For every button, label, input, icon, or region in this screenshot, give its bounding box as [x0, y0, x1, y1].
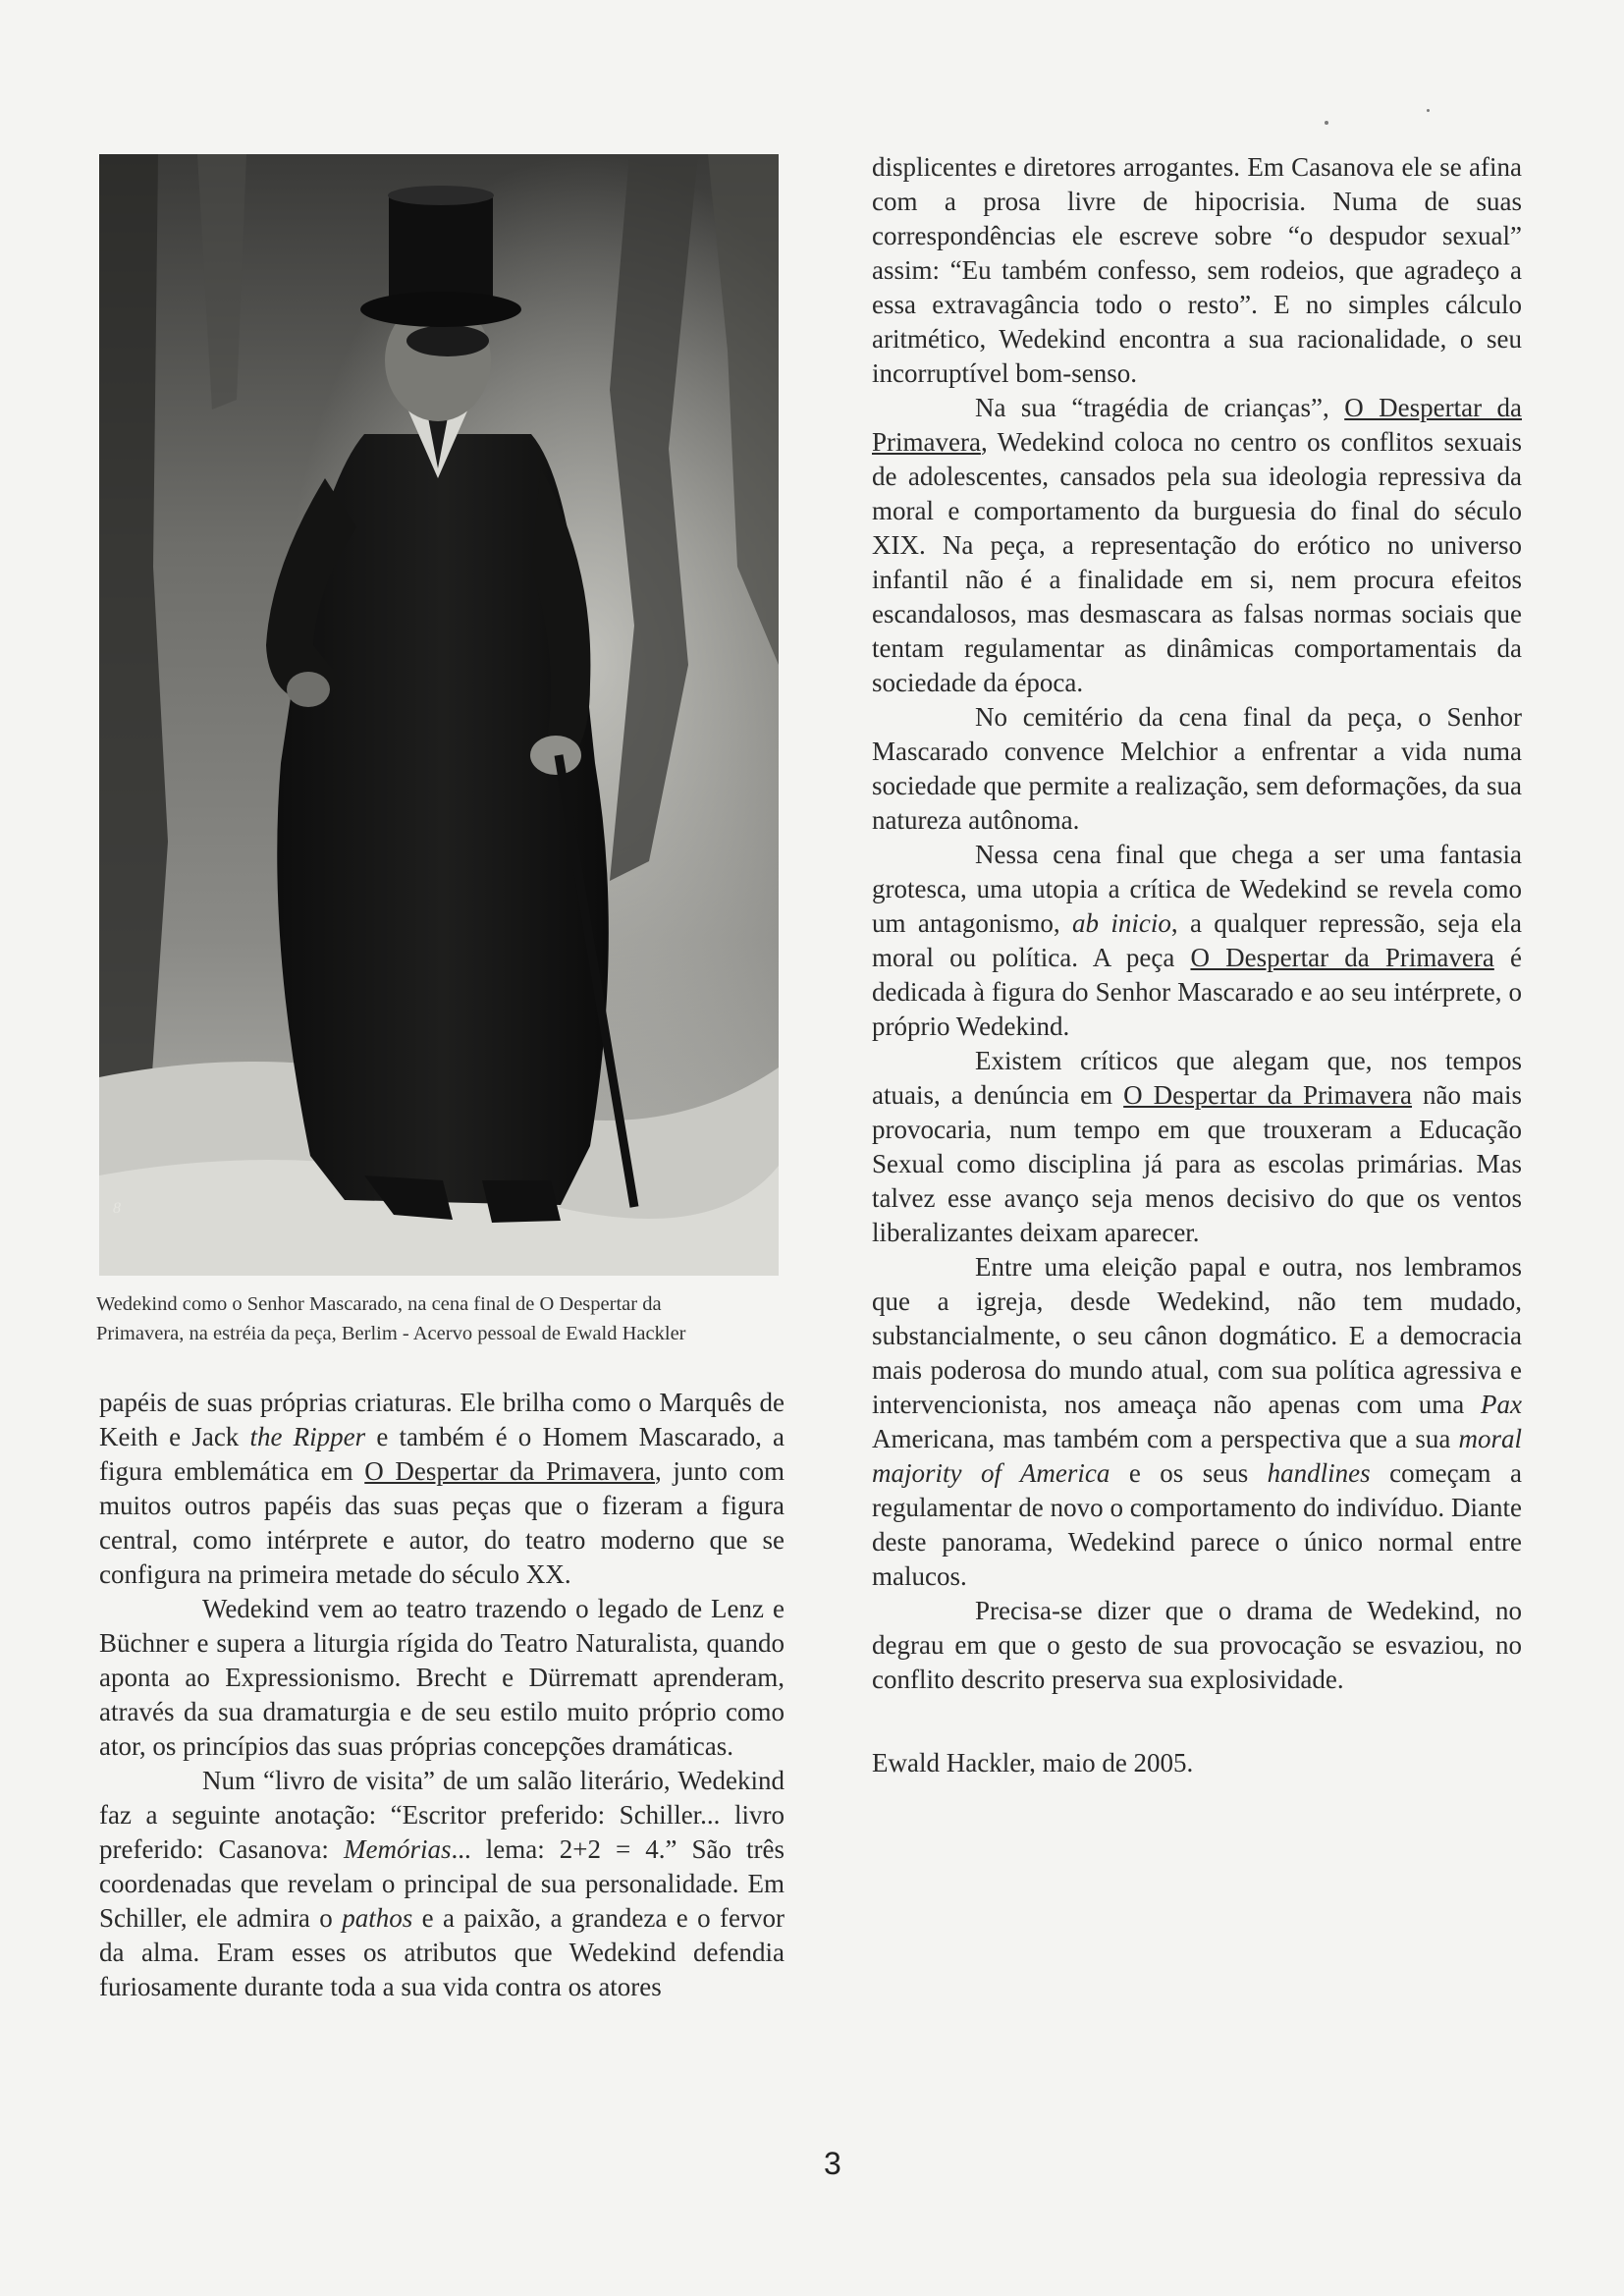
- underlined-title: O Despertar da Primavera: [1190, 943, 1494, 972]
- text-run: Existem críticos que alegam que, nos tempos atuais, a denúncia em: [872, 1046, 1522, 1110]
- italic-text: the Ripper: [249, 1422, 366, 1451]
- text-run: Wedekind vem ao teatro trazendo o legado de Lenz e Büchner e supera a liturgia rígida do Teatro Naturalista, quando aponta ao Expressionismo. Brecht e Dürrematt aprenderam, através da sua dramaturgia e de seu estilo muito próprio como ator, os princípios das suas próprias concepções dramáticas.: [99, 1594, 785, 1761]
- text-run: ... lema: 2+2 = 4.” São três coordenadas que revelam o principal de sua personalidade. Em Schiller, ele admira o: [99, 1834, 785, 1933]
- text-run: Precisa-se dizer que o drama de Wedekind, no degrau em que o gesto de sua provocação se esvaziou, no conflito descrito preserva sua explosividade.: [872, 1596, 1522, 1694]
- signature: Ewald Hackler, maio de 2005.: [872, 1748, 1194, 1777]
- left-text-column: [99, 1386, 785, 2004]
- text-run: Nessa cena final que chega a ser uma fantasia grotesca, uma utopia a crítica de Wedekind se revela como um antagonismo,: [872, 840, 1522, 938]
- italic-text: Memórias: [343, 1834, 452, 1864]
- paragraph: [99, 1764, 785, 2004]
- text-run: Na sua “tragédia de crianças”,: [975, 393, 1345, 422]
- paragraph: [872, 700, 1522, 838]
- text-run: é dedicada à figura do Senhor Mascarado e ao seu intérprete, o próprio Wedekind.: [872, 943, 1522, 1041]
- photo-caption-line-1: Wedekind como o Senhor Mascarado, na cena final de O Despertar da: [96, 1293, 662, 1315]
- italic-text: moral majority of America: [872, 1424, 1522, 1488]
- dust-speck: [1325, 121, 1328, 125]
- paragraph: [872, 1044, 1522, 1250]
- text-run: Americana, mas também com a perspectiva que a sua: [872, 1424, 1459, 1453]
- page-number: 3: [824, 2146, 841, 2181]
- right-text-column: [872, 150, 1522, 1697]
- text-run: começam a regulamentar de novo o comportamento do indivíduo. Diante deste panorama, Wedekind parece o único normal entre malucos.: [872, 1458, 1522, 1591]
- text-run: papéis de suas próprias criaturas. Ele brilha como o Marquês de Keith e Jack: [99, 1388, 785, 1451]
- text-run: e também é o Homem Mascarado, a figura emblemática em: [99, 1422, 785, 1486]
- text-run: , a qualquer repressão, seja ela moral ou política. A peça: [872, 908, 1522, 972]
- figure-corner-mark: 8: [113, 1200, 121, 1217]
- paragraph: [872, 838, 1522, 1044]
- text-run: displicentes e diretores arrogantes. Em Casanova ele se afina com a prosa livre de hipocrisia. Numa de suas correspondências ele escreve sobre “o despudor sexual” assim: “Eu também confesso, sem rodeios, que agradeço a essa extravagância todo o resto”. E no simples cálculo aritmético, Wedekind encontra a sua racionalidade, o seu incorruptível bom-senso.: [872, 152, 1522, 388]
- text-run: No cemitério da cena final da peça, o Senhor Mascarado convence Melchior a enfrentar a vida numa sociedade que permite a realização, sem deformações, da sua natureza autônoma.: [872, 702, 1522, 835]
- paragraph: [872, 150, 1522, 391]
- paragraph: [99, 1386, 785, 1592]
- italic-text: ab inicio: [1071, 908, 1171, 938]
- wedekind-photograph: [99, 154, 779, 1276]
- photo-caption-line-2: Primavera, na estréia da peça, Berlim - Acervo pessoal de Ewald Hackler: [96, 1323, 686, 1344]
- text-run: Num “livro de visita” de um salão literário, Wedekind faz a seguinte anotação: “Escritor preferido: Schiller... livro preferido: Casanova:: [99, 1766, 785, 1864]
- paragraph: [872, 391, 1522, 700]
- text-run: e os seus: [1110, 1458, 1268, 1488]
- text-run: e a paixão, a grandeza e o fervor da alma. Eram esses os atributos que Wedekind defendia furiosamente durante toda a sua vida contra os atores: [99, 1903, 785, 2001]
- italic-text: pathos: [342, 1903, 413, 1933]
- paragraph: [872, 1594, 1522, 1697]
- text-run: Entre uma eleição papal e outra, nos lembramos que a igreja, desde Wedekind, não tem mudado, substancialmente, o seu cânon dogmático. E a democracia mais poderosa do mundo atual, com sua política agressiva e intervencionista, nos ameaça não apenas com uma: [872, 1252, 1522, 1419]
- text-run: , junto com muitos outros papéis das suas peças que o fizeram a figura central, como intérprete e autor, do teatro moderno que se configura na primeira metade do século XX.: [99, 1456, 785, 1589]
- photo-caption: [96, 1289, 784, 1348]
- underlined-title: O Despertar da Primavera: [1123, 1080, 1413, 1110]
- paragraph: [99, 1592, 785, 1764]
- underlined-title: O Despertar da Primavera: [364, 1456, 655, 1486]
- dust-speck: [1427, 109, 1430, 112]
- text-run: não mais provocaria, num tempo em que trouxeram a Educação Sexual como disciplina já para as escolas primárias. Mas talvez esse avanço seja menos decisivo do que os ventos liberalizantes deixam aparecer.: [872, 1080, 1522, 1247]
- text-run: , Wedekind coloca no centro os conflitos sexuais de adolescentes, cansados pela sua ideologia repressiva da moral e comportamento da burguesia do final do século XIX. Na peça, a representação do erótico no universo infantil não é a finalidade em si, nem procura efeitos escandalosos, mas desmascara as falsas normas sociais que tentam regulamentar as dinâmicas comportamentais da sociedade da época.: [872, 427, 1522, 697]
- italic-text: handlines: [1267, 1458, 1371, 1488]
- underlined-title: O Despertar da Primavera: [872, 393, 1522, 457]
- paragraph: [872, 1250, 1522, 1594]
- italic-text: Pax: [1481, 1390, 1522, 1419]
